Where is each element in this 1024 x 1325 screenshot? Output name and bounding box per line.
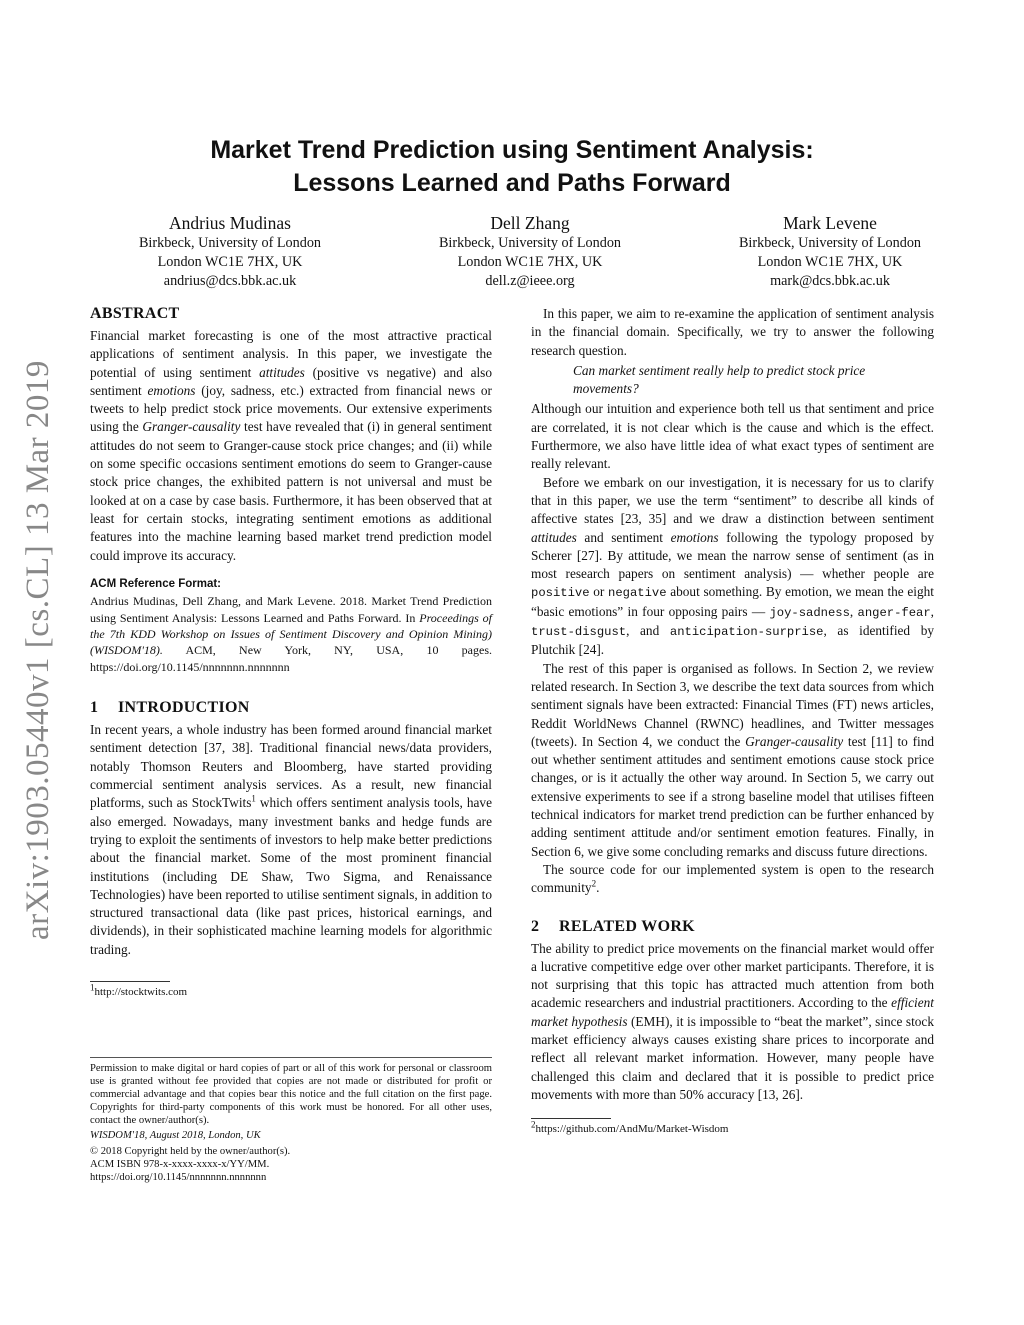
introduction-body <box>90 721 492 959</box>
text-run: joy-sadness <box>769 605 850 620</box>
related-work-body <box>531 940 934 1105</box>
footnote-url[interactable]: https://github.com/AndMu/Market-Wisdom <box>535 1123 729 1136</box>
text-run: (positive vs negative) and also sentiment <box>90 364 492 398</box>
title-line-1: Market Trend Prediction using Sentiment Analysis: <box>210 136 814 164</box>
text-run: Granger-causality <box>745 733 844 749</box>
paper-title <box>0 134 1024 200</box>
footnote-marker: 1 <box>251 793 256 804</box>
abstract-body <box>90 327 492 565</box>
text-run: The ability to predict price movements on the financial market would offer a lucrative competitive edge over other market participants. Therefore, it is not surprising that this topic has attracted much attention from both academic researchers and industrial practitioners. According to the <box>531 940 934 1011</box>
author-name: Mark Levene <box>783 213 877 233</box>
paragraph <box>531 660 934 861</box>
text-run: . <box>596 880 600 896</box>
paragraph <box>531 861 934 898</box>
author-email[interactable]: dell.z@ieee.org <box>485 273 575 289</box>
section-title: RELATED WORK <box>559 917 695 935</box>
text-run: The rest of this paper is organised as follows. In Section 2, we review related research. In Section 3, we describe the text data sources from which sentiment signals have been extracted: Financial Times (FT) news articles, Reddit WorldNews Channel (RWNC) headlines, and Twitter messages (tweets). In Section 4, we conduct the <box>531 660 934 749</box>
footnote-1: $^1$http://stocktwits.com <box>90 982 188 999</box>
text-run: following the typology proposed by Scherer [27]. By attitude, we mean the narrow sense of sentiment (as in most research papers on sentiment analysis) — whether people are <box>531 529 934 582</box>
copyright: © 2018 Copyright held by the owner/author(s). <box>90 1145 291 1157</box>
research-question: Can market sentiment really help to predict stock price movements? <box>573 362 866 397</box>
text-run: In this paper, we aim to re-examine the application of sentiment analysis in the financial domain. Specifically, we try to answer the following research question. <box>531 306 934 358</box>
author-name: Dell Zhang <box>490 213 570 233</box>
text-run: The source code for our implemented system is open to the research community <box>531 861 934 896</box>
paragraph <box>531 474 934 660</box>
text-run: test [11] to find out whether sentiment attitudes and sentiment emotions cause stock price changes, or is it actually the other way around. In Section 5, we carry out extensive experiments to see if a strong baseline model that utilises fifteen technical indicators for market trend prediction can be further enhanced by adding sentiment attitude and/or sentiment emotion features. Finally, in Section 6, we give some concluding remarks and discuss future directions. <box>531 733 934 859</box>
footnote-url[interactable]: http://stocktwits.com <box>94 986 188 999</box>
text-run: Andrius Mudinas, Dell Zhang, and Mark Levene. 2018. Market Trend Prediction using Sentiment Analysis: Lessons Learned and Paths Forward. In <box>90 594 492 625</box>
section-heading-introduction <box>90 697 492 719</box>
author <box>700 212 960 291</box>
text-run: negative <box>608 586 667 601</box>
footnote-rule <box>531 1118 611 1119</box>
title-line-2: Lessons Learned and Paths Forward <box>293 169 731 197</box>
text-run: , as identified by Plutchik [24]. <box>531 623 935 658</box>
text-run: In recent years, a whole industry has been formed around financial market sentiment detection [37, 38]. Traditional financial news/data providers, notably Thomson Reuters and Bloomberg, have started providing commercial sentiment analysis services. As a result, new financial platforms, such as StockTwits <box>90 722 492 811</box>
text-run: anger-fear <box>857 605 931 620</box>
permission-block <box>90 1057 492 1184</box>
text-run: ACM, New York, NY, USA, 10 pages. https://doi.org/10.1145/nnnnnnn.nnnnnnn <box>90 643 492 674</box>
acm-reference-heading: ACM Reference Format: <box>90 577 221 590</box>
text-run: (EMH), it is impossible to “beat the market”, since stock market efficiency always causes existing share prices to incorporate and reflect all relevant market information. However, many people have challenged this claim and declared that it is possible to predict price movements with more than 50% accuracy [13, 26]. <box>531 1013 934 1102</box>
text-run: trust-disgust <box>531 625 627 640</box>
author-affiliation: Birkbeck, University of London <box>438 235 622 251</box>
section-title: INTRODUCTION <box>118 699 250 717</box>
text-run: , <box>849 603 858 619</box>
text-run: (joy, sadness, etc.) extracted from financial news or tweets to help predict stock price movements. Our extensive experiments using the <box>90 382 492 435</box>
text-run: and sentiment <box>576 529 671 545</box>
paragraph <box>531 305 934 360</box>
section-number: 2 <box>531 917 540 935</box>
author-email[interactable]: mark@dcs.bbk.ac.uk <box>770 273 890 289</box>
text-run: positive <box>531 586 590 601</box>
text-run: , <box>930 603 934 619</box>
text-run: Before we embark on our investigation, it is necessary for us to clarify that in this paper, we use the term “sentiment” to describe all kinds of affective states [23, 35] and we draw a distinction between sentiment <box>531 474 934 527</box>
footnote-marker: 2 <box>591 878 597 889</box>
text-run: emotions <box>670 529 719 545</box>
paragraph <box>90 327 492 565</box>
text-run: efficient market hypothesis <box>531 995 934 1029</box>
author-address: London WC1E 7HX, UK <box>157 254 303 270</box>
text-run: emotions <box>147 382 196 398</box>
text-run: Although our intuition and experience both tell us that sentiment and price are correlated, it is not clear which is the cause and which is the effect. Furthermore, we also have little idea of what exact types of sentiment are really relevant. <box>531 401 934 472</box>
permission-text: Permission to make digital or hard copies of part or all of this work for personal or classroom use is granted without fee provided that copies are not made or distributed for profit or commercial advantage and that copies bear this notice and the full citation on the first page. Copyrights for third-party components of this work must be honored. For all other uses, contact the owner/author(s). <box>90 1063 492 1127</box>
isbn: ACM ISBN 978-x-xxxx-xxxx-x/YY/MM. <box>90 1158 270 1170</box>
text-run: or <box>589 584 609 600</box>
acm-reference-body <box>90 593 492 675</box>
intro-continued <box>531 305 934 360</box>
paragraph <box>531 400 934 473</box>
paragraph <box>531 940 934 1105</box>
text-run: test have revealed that (i) in general sentiment attitudes do not seem to Granger-cause stock price changes; and (ii) while on some specific occasions sentiment emotions do seem to Granger-cause stock price changes, the exhibited pattern is not universal and must be looked at on a case by case basis. Furthermore, it has been observed that at least for certain stocks, integrating sentiment emotions as additional features into the machine learning based market trend prediction model could improve its accuracy. <box>90 419 492 563</box>
venue: WISDOM'18, August 2018, London, UK <box>90 1130 261 1142</box>
text-run: attitudes <box>259 364 305 380</box>
paragraph <box>90 721 492 959</box>
arxiv-stamp: arXiv:1903.05440v1 [cs.CL] 13 Mar 2019 <box>20 360 56 940</box>
author-email[interactable]: andrius@dcs.bbk.ac.uk <box>163 273 297 289</box>
footnote-rule <box>90 981 170 982</box>
left-column <box>90 303 492 999</box>
right-column <box>531 305 934 1136</box>
author-affiliation: Birkbeck, University of London <box>138 235 322 251</box>
author-affiliation: Birkbeck, University of London <box>738 235 922 251</box>
author-address: London WC1E 7HX, UK <box>457 254 603 270</box>
section-heading-related-work <box>531 916 934 938</box>
paragraph <box>90 593 492 675</box>
author <box>100 212 360 291</box>
author-block <box>100 212 960 291</box>
text-run: Proceedings of the 7th KDD Workshop on Issues of Sentiment Discovery and Opinion Mining) (WISDOM'18). <box>90 610 493 658</box>
abstract-heading: ABSTRACT <box>90 305 180 322</box>
text-run: which offers sentiment analysis tools, have also emerged. Nowadays, many investment banks and hedge funds are trying to exploit the sentiments of investors to help make better predictions about the financial market. Some of the most prominent financial institutions (including DE Shaw, Two Sigma, and Renaissance Technologies) have been reported to utilise sentiment signals, in addition to structured transactional data (like past prices, historical earnings, and dividends), in their sophisticated machine learning models for algorithmic trading. <box>90 795 492 957</box>
author-address: London WC1E 7HX, UK <box>757 254 903 270</box>
text-run: Granger-causality <box>142 419 241 435</box>
text-run: Financial market forecasting is one of the most attractive practical applications of sentiment analysis. In this paper, we investigate the potential of using sentiment <box>90 328 492 380</box>
section-number: 1 <box>90 699 99 717</box>
text-run: anticipation-surprise <box>669 625 824 640</box>
text-run: attitudes <box>531 529 577 545</box>
author-name: Andrius Mudinas <box>168 213 291 233</box>
doi-link[interactable]: https://doi.org/10.1145/nnnnnnn.nnnnnnn <box>90 1171 267 1183</box>
intro-continued-body <box>531 400 934 897</box>
footnote-2: $^2$https://github.com/AndMu/Market-Wisdom <box>531 1119 729 1136</box>
text-run: , and <box>626 623 670 639</box>
text-run: about something. By emotion, we mean the eight “basic emotions” in four opposing pairs — <box>531 584 934 619</box>
author <box>400 212 660 291</box>
